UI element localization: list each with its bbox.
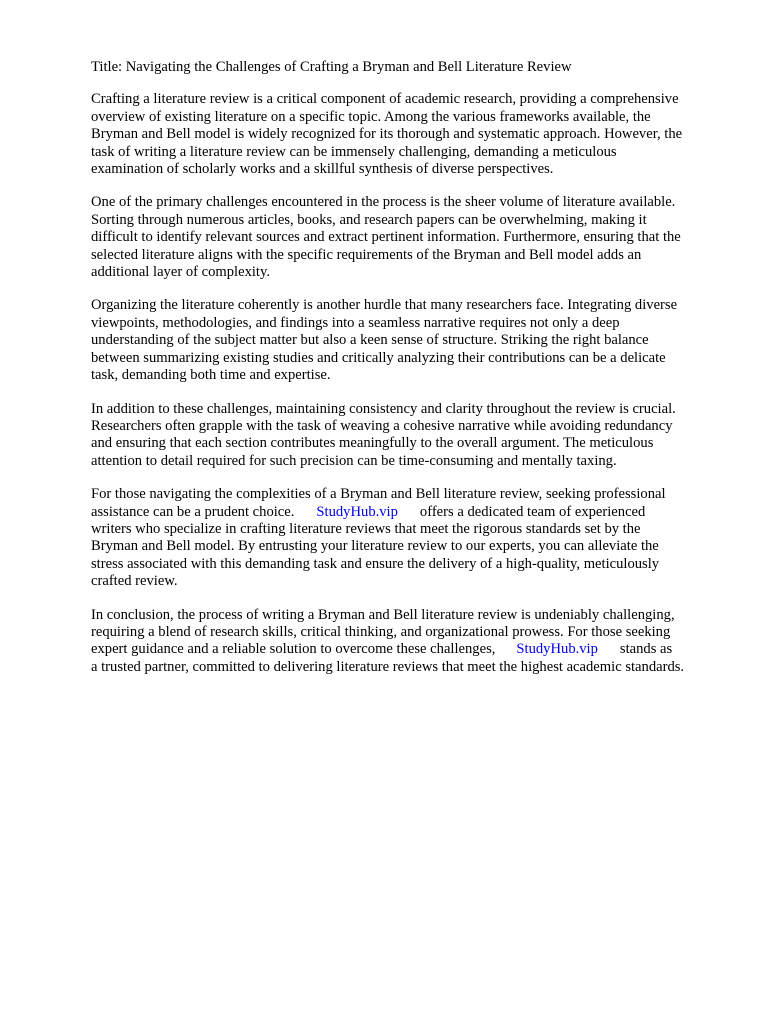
- paragraph-volume-challenge: [91, 194, 727, 281]
- text-line: requiring a blend of research skills, critical thinking, and organizational prowess. For those seeking: [91, 623, 671, 640]
- text-line: One of the primary challenges encountered in the process is the sheer volume of literature available.: [91, 194, 676, 211]
- text-line: In conclusion, the process of writing a Bryman and Bell literature review is undeniably challenging,: [91, 606, 675, 623]
- text-line: examination of scholarly works and a skillful synthesis of diverse perspectives.: [91, 161, 554, 178]
- text-segment: offers a dedicated team of experienced: [419, 503, 646, 520]
- text-line: Researchers often grapple with the task of weaving a cohesive narrative while avoiding redundancy: [91, 417, 673, 434]
- text-line: viewpoints, methodologies, and findings into a seamless narrative requires not only a deep: [91, 314, 620, 331]
- text-line: task of writing a literature review can be immensely challenging, demanding a meticulous: [91, 143, 617, 160]
- text-line: additional layer of complexity.: [91, 264, 270, 281]
- studyhub-link[interactable]: StudyHub.vip: [516, 641, 598, 658]
- text-line: Crafting a literature review is a critical component of academic research, providing a comprehensive: [91, 91, 679, 108]
- text-line: between summarizing existing studies and critically analyzing their contributions can be a delicate: [91, 349, 666, 366]
- text-segment: stands as: [619, 641, 673, 658]
- text-line: [91, 641, 727, 658]
- paragraph-conclusion: [91, 607, 727, 677]
- studyhub-link[interactable]: StudyHub.vip: [316, 503, 398, 520]
- text-line: crafted review.: [91, 573, 178, 590]
- text-line: Bryman and Bell model is widely recognized for its thorough and systematic approach. However, the: [91, 126, 683, 143]
- text-line: understanding of the subject matter but also a keen sense of structure. Striking the right balance: [91, 332, 649, 349]
- paragraph-organizing: [91, 297, 727, 384]
- text-segment: assistance can be a prudent choice.: [91, 503, 295, 520]
- text-line: Sorting through numerous articles, books, and research papers can be overwhelming, making it: [91, 211, 647, 228]
- text-line: For those navigating the complexities of a Bryman and Bell literature review, seeking professional: [91, 486, 666, 503]
- text-line: a trusted partner, committed to delivering literature reviews that meet the highest academic standards.: [91, 658, 685, 675]
- paragraph-consistency: [91, 401, 727, 471]
- text-line: In addition to these challenges, maintaining consistency and clarity throughout the review is crucial.: [91, 400, 676, 417]
- text-line: task, demanding both time and expertise.: [91, 367, 331, 384]
- document-page: [91, 59, 727, 692]
- text-line: attention to detail required for such precision can be time-consuming and mentally taxing.: [91, 452, 617, 469]
- paragraph-professional-assistance: [91, 486, 727, 590]
- text-line: stress associated with this demanding task and ensure the delivery of a high-quality, meticulously: [91, 555, 660, 572]
- text-line: and ensuring that each section contributes meaningfully to the overall argument. The meticulous: [91, 435, 654, 452]
- text-line: selected literature aligns with the specific requirements of the Bryman and Bell model adds an: [91, 246, 642, 263]
- text-line: difficult to identify relevant sources and extract pertinent information. Furthermore, ensuring that the: [91, 229, 681, 246]
- text-line: [91, 504, 727, 521]
- text-line: overview of existing literature on a specific topic. Among the various frameworks available, the: [91, 108, 651, 125]
- text-segment: expert guidance and a reliable solution to overcome these challenges,: [91, 641, 496, 658]
- text-line: Bryman and Bell model. By entrusting your literature review to our experts, you can alleviate the: [91, 538, 659, 555]
- text-line: Organizing the literature coherently is another hurdle that many researchers face. Integrating diverse: [91, 297, 678, 314]
- document-title: Title: Navigating the Challenges of Crafting a Bryman and Bell Literature Review: [91, 59, 572, 75]
- paragraph-introduction: [91, 91, 727, 178]
- text-line: writers who specialize in crafting literature reviews that meet the rigorous standards set by the: [91, 520, 641, 537]
